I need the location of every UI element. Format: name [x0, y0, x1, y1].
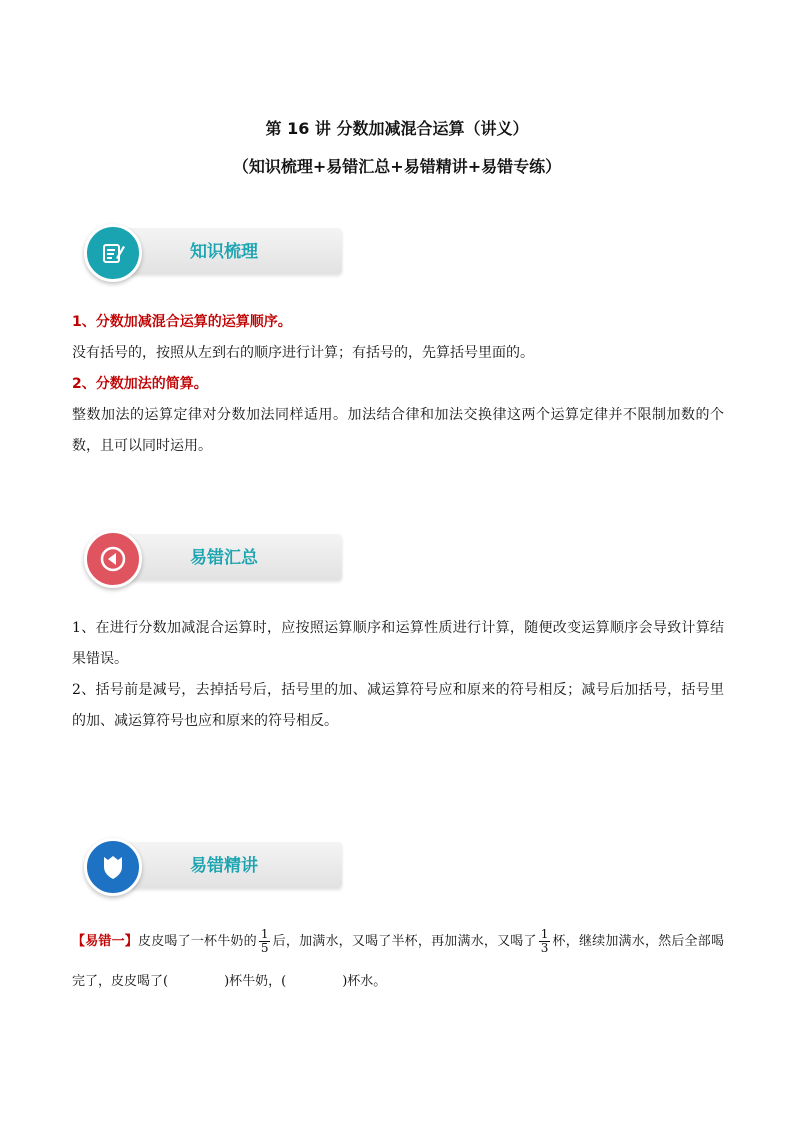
knowledge-text-2: 整数加法的运算定律对分数加法同样适用。加法结合律和加法交换律这两个运算定律并不限制加数的个数，且可以同时运用。 [72, 407, 724, 454]
summary-item-1: 1、在进行分数加减混合运算时，应按照运算顺序和运算性质进行计算，随便改变运算顺序会导致计算结果错误。 [72, 620, 724, 667]
fraction: $\frac{1}{3}$ [540, 927, 549, 955]
question-1: 【易错一】皮皮喝了一杯牛奶的 $\frac{1}{5}$ 后，加满水，又喝了半杯，再加满水，又喝了 $\frac{1}{3}$ 杯，继续加满水，然后全部喝完了，皮皮喝了( )杯牛奶，( )杯水。 [72, 927, 724, 989]
knowledge-text-1: 没有括号的，按照从左到右的顺序进行计算；有括号的，先算括号里面的。 [72, 345, 534, 361]
question-tag: 【易错一】 [72, 934, 139, 949]
fraction: $\frac{1}{5}$ [260, 927, 269, 955]
banner-mistakes-summary [84, 530, 342, 592]
page-subtitle: （知识梳理+易错汇总+易错精讲+易错专练） [232, 157, 562, 176]
banner-mistakes-detail [84, 838, 342, 900]
knowledge-heading-2: 2、分数加法的简算。 [72, 376, 208, 392]
page-title: 第 16 讲 分数加减混合运算（讲义） [265, 119, 529, 138]
notepad-icon [84, 224, 142, 282]
banner-label: 易错汇总 [190, 548, 258, 568]
banner-label: 知识梳理 [190, 242, 258, 262]
knowledge-heading-1: 1、分数加减混合运算的运算顺序。 [72, 314, 292, 330]
banner-knowledge [84, 224, 342, 286]
summary-item-2: 2、括号前是减号，去掉括号后，括号里的加、减运算符号应和原来的符号相反；减号后加括号，括号里的加、减运算符号也应和原来的符号相反。 [72, 682, 724, 729]
shield-icon [84, 838, 142, 896]
banner-label: 易错精讲 [190, 856, 258, 876]
play-back-icon [84, 530, 142, 588]
